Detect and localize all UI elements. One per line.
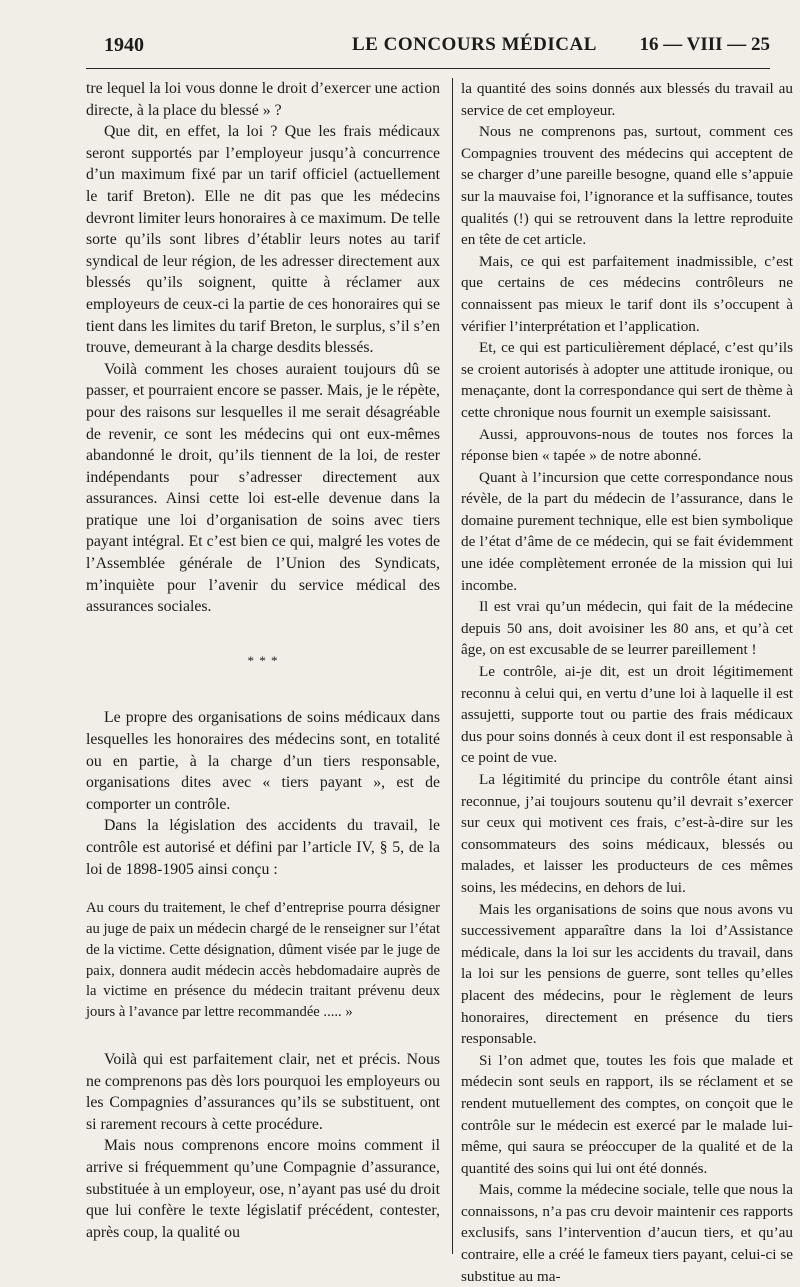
right-paragraph-3: Mais, ce qui est parfaitement inadmissible, c’est que certains de ces médecins contrôleurs ne connaissent pas mieux le tarif dont ils s’occupent à vérifier l’interprétation et l’application. xyxy=(461,252,793,335)
header-year: 1940 xyxy=(104,34,144,56)
left-paragraph-4: Le propre des organisations de soins médicaux dans lesquelles les honoraires des médecins sont, en totalité ou en partie, à la charge d’un tiers responsable, organisations dites avec « tiers payant », est de comporter un contrôle. xyxy=(86,709,440,813)
column-divider xyxy=(452,78,453,1254)
right-paragraph-1: la quantité des soins donnés aux blessés du travail au service de cet employeur. xyxy=(461,80,793,119)
right-paragraph-7: Il est vrai qu’un médecin, qui fait de la médecine depuis 50 ans, doit avoisiner les 80 ans, et qu’à cet âge, on est excusable de se leurrer pareillement ! xyxy=(461,598,793,659)
left-paragraph-3: Voilà comment les choses auraient toujours dû se passer, et pourraient encore se passer. Mais, je le répète, pour des raisons sur lesquelles il me serait désagréable de revenir, ce sont les médecins qui ont eux-mêmes abandonné le droit, qu’ils tiennent de la loi, de rester indépendants pour s’adresser directement aux assurances. Ainsi cette loi est-elle devenue dans la pratique une loi d’organisation de soins avec tiers payant intégral. Et c’est bien ce qui, malgré les votes de l’Assemblée générale de l’Union des Syndicats, m’inquiète pour l’avenir du service médical des assurances sociales. xyxy=(86,360,440,616)
left-paragraph-1: tre lequel la loi vous donne le droit d’exercer une action directe, à la place du blessé » ? xyxy=(86,80,440,119)
law-quotation xyxy=(86,898,440,1023)
header-journal-title: LE CONCOURS MÉDICAL xyxy=(352,34,597,55)
header-issue-number: 16 — VIII — 25 xyxy=(639,34,770,55)
right-paragraph-11: Si l’on admet que, toutes les fois que malade et médecin sont seuls en rapport, ils se réclament et se rendent mutuellement des comptes, on conçoit que le contrôle sur le médecin est exercé par le malade lui-même, qui saura se préoccuper de la qualité et de la quantité des soins qui lui ont été donnés. xyxy=(461,1051,793,1177)
left-paragraph-5: Dans la législation des accidents du travail, le contrôle est autorisé et défini par l’article IV, § 5, de la loi de 1898-1905 ainsi conçu : xyxy=(86,817,440,878)
section-asterism: * * * xyxy=(247,652,279,668)
left-paragraph-7: Mais nous comprenons encore moins comment il arrive si fréquemment qu’une Compagnie d’assurance, substituée à un employeur, ose, n’ayant pas usé du droit que lui confère le texte législatif précédent, contester, après coup, la qualité ou xyxy=(86,1137,440,1241)
right-paragraph-2: Nous ne comprenons pas, surtout, comment ces Compagnies trouvent des médecins qui acceptent de se charger d’une pareille besogne, quand elle s’appuie sur la mauvaise foi, l’ignorance et la suffisance, toutes qualités (!) qui se retrouvent dans la lettre reproduite en tête de cet article. xyxy=(461,123,793,249)
left-paragraph-6: Voilà qui est parfaitement clair, net et précis. Nous ne comprenons pas dès lors pourquoi les employeurs ou les Compagnies d’assurances qu’ils se substituent, ont si rarement recours à cette procédure. xyxy=(86,1050,440,1133)
right-paragraph-5: Aussi, approuvons-nous de toutes nos forces la réponse bien « tapée » de notre abonné. xyxy=(461,425,793,465)
left-paragraph-2: Que dit, en effet, la loi ? Que les frais médicaux seront supportés par l’employeur jusqu’à concurrence d’un maximum fixé par un tarif officiel (actuellement le tarif Breton). Elle ne dit pas que les médecins devront limiter leurs honoraires à ce maximum. De telle sorte qu’ils sont libres d’établir leurs notes au tarif syndical de leur région, de les adresser directement aux blessés qu’ils soignent, quitte à réclamer aux employeurs de ceux-ci la partie de ces honoraires qui se tient dans les limites du tarif Breton, le surplus, s’il s’en trouve, demeurant à la charge desdits blessés. xyxy=(86,123,440,357)
right-paragraph-6: Quant à l’incursion que cette correspondance nous révèle, de la part du médecin de l’assurance, dans le domaine purement technique, elle est bien symbolique de l’état d’âme de ce médecin, qui se fait évidemment une idée complètement erronée de la mission qui lui incombe. xyxy=(461,468,793,594)
right-paragraph-9: La légitimité du principe du contrôle étant ainsi reconnue, j’ai toujours soutenu qu’il devrait s’exercer sur ceux qui motivent ces frais, c’est-à-dire sur les consommateurs des soins médicaux, blessés ou malades, et laisser les producteurs de ces mêmes soins, les médecins, en dehors de lui. xyxy=(461,771,793,896)
right-paragraph-4: Et, ce qui est particulièrement déplacé, c’est qu’ils se croient autorisés à adopter une attitude ironique, ou menaçante, dont la correspondance qui sert de thème à cette chronique nous fournit un exemple saisissant. xyxy=(461,339,793,421)
header-rule xyxy=(86,68,770,69)
law-quotation-text: Au cours du traitement, le chef d’entreprise pourra désigner au juge de paix un médecin chargé de le renseigner sur l’état de la victime. Cette désignation, dûment visée par le juge de paix, donnera audit médecin accès hebdomadaire auprès de la victime en présence du médecin traitant prévenu deux jours à l’avance par lettre recommandée ..... » xyxy=(86,900,440,1021)
left-column xyxy=(86,78,440,1243)
page-header xyxy=(86,34,770,64)
right-column xyxy=(461,78,793,1287)
right-paragraph-8: Le contrôle, ai-je dit, est un droit légitimement reconnu à celui qui, en vertu d’une loi à laquelle il est assujetti, supporte tout ou partie des frais médicaux dus pour soins donnés à ceux dont il est responsable à ce point de vue. xyxy=(461,663,793,767)
right-paragraph-12: Mais, comme la médecine sociale, telle que nous la connaissons, n’a pas cru devoir maintenir ces rapports exclusifs, sans l’intervention d’aucun tiers, et qu’au contraire, elle a créé le fameux tiers payant, celui-ci se substitue au ma- xyxy=(461,1181,793,1285)
right-paragraph-10: Mais les organisations de soins que nous avons vu successivement apparaître dans la loi d’Assistance médicale, dans la loi sur les accidents du travail, dans la loi sur les pensions de guerre, sont telles qu’elles placent des médecins, pour le règlement de leurs honoraires, directement en présence du tiers responsable. xyxy=(461,900,793,1048)
